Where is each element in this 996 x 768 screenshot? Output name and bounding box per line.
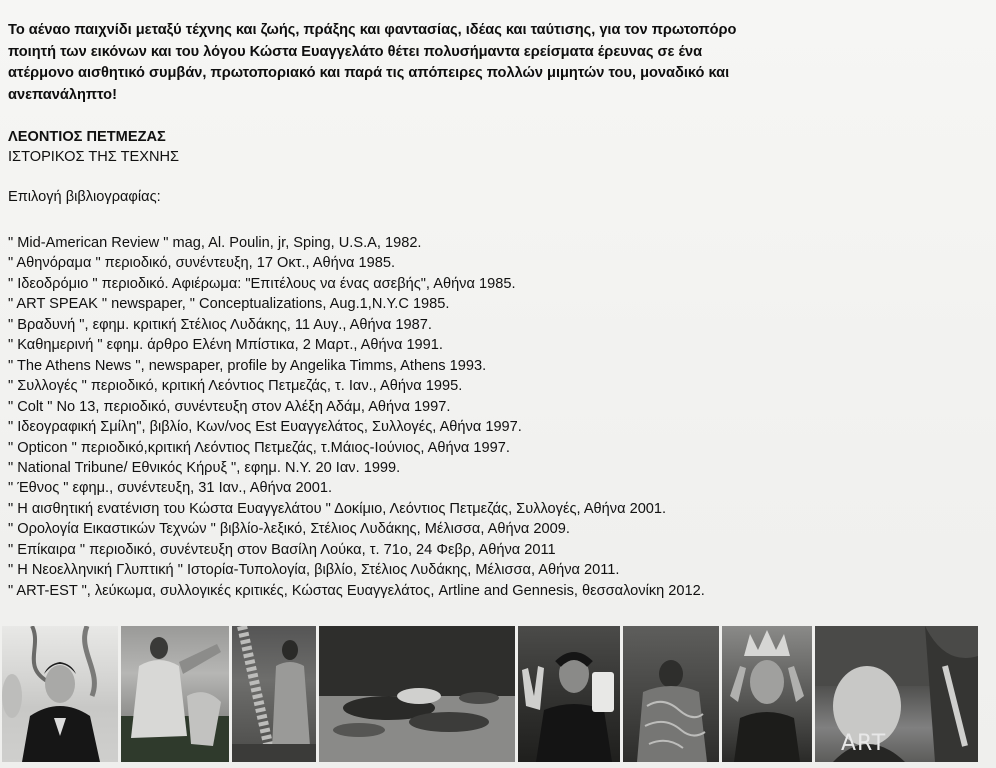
bibliography-entry: " Έθνος " εφημ., συνέντευξη, 31 Ιαν., Αθήνα 2001. [8, 480, 332, 497]
bibliography-entry: " Βραδυνή ", εφημ. κριτική Στέλιος Λυδάκης, 11 Αυγ., Αθήνα 1987. [8, 316, 432, 333]
bibliography-entry: " Η Νεοελληνική Γλυπτική " Ιστορία-Τυπολογία, βιβλίο, Στέλιος Λυδάκης, Μέλισσα, Αθήνα 2011. [8, 562, 620, 579]
bibliography-entry: " Ορολογία Εικαστικών Τεχνών " βιβλίο-λεξικό, Στέλιος Λυδάκης, Μέλισσα, Αθήνα 2009. [8, 521, 570, 538]
intro-line: ποιητή των εικόνων και του λόγου Κώστα Ευαγγελάτο θέτει πολυσήμαντα ερείσματα έρευνας σε ένα [8, 43, 703, 60]
bibliography-entry: " Αθηνόραμα " περιοδικό, συνέντευξη, 17 Οκτ., Αθήνα 1985. [8, 255, 396, 272]
photo-crowned-man [722, 626, 812, 762]
photo-patterned-cloth [623, 626, 719, 762]
bibliography-entry: " Συλλογές " περιοδικό, κριτική Λεόντιος Πετμεζάς, τ. Ιαν., Αθήνα 1995. [8, 378, 463, 395]
bibliography-entry: " Καθημερινή " εφημ. άρθρο Ελένη Μπίστικα, 2 Μαρτ., Αθήνα 1991. [8, 337, 443, 354]
author-name: ΛΕΟΝΤΙΟΣ ΠΕΤΜΕΖΑΣ [8, 129, 166, 145]
bibliography-entry: " ART-EST ", λεύκωμα, συλλογικές κριτικές, Κώστας Ευαγγελάτος, Artline and Gennesis, θεσσαλονίκη 2012. [8, 582, 705, 599]
photo-art-head [815, 626, 978, 762]
intro-line: Το αέναο παιχνίδι μεταξύ τέχνης και ζωής, πράξης και φαντασίας, ιδέας και ταύτισης, για τον πρωτοπόρο [8, 22, 737, 38]
bibliography-entry: " National Tribune/ Εθνικός Κήρυξ ", εφημ. Ν.Υ. 20 Ιαν. 1999. [8, 459, 401, 476]
art-text: ART [841, 731, 887, 756]
bibliography-entry: " Opticon " περιοδικό,κριτική Λεόντιος Πετμεζάς, τ.Μάιος-Ιούνιος, Αθήνα 1997. [8, 439, 510, 456]
photo-floor-performance [319, 626, 515, 762]
bibliography-entry: " Ιδεοδρόμιο " περιοδικό. Αφιέρωμα: "Επιτέλους να ένας ασεβής", Αθήνα 1985. [8, 275, 516, 292]
bibliography-entry: " Ιδεογραφική Σμίλη", βιβλίο, Κων/νος Est Ευαγγελάτος, Συλλογές, Αθήνα 1997. [8, 419, 522, 436]
bibliography-list [8, 233, 705, 601]
photo-artist-portrait [2, 626, 118, 762]
intro-paragraph [8, 20, 968, 106]
intro-line: ατέρμονο αισθητικό συμβάν, πρωτοποριακό και παρά τις απόπειρες πολλών μιμητών του, μοναδικό και [8, 65, 730, 81]
author-block [8, 127, 179, 167]
bibliography-entry: " Η αισθητική ενατένιση του Κώστα Ευαγγελάτου " Δοκίμιο, Λεόντιος Πετμεζάς, Συλλογές, Αθήνα 2001. [8, 500, 667, 517]
bibliography-entry: " Colt " Νο 13, περιοδικό, συνέντευξη στον Αλέξη Αδάμ, Αθήνα 1997. [8, 398, 451, 415]
bibliography-entry: " Mid-American Review " mag, Al. Poulin, jr, Sping, U.S.A, 1982. [8, 235, 422, 251]
photo-strip [2, 626, 982, 762]
bibliography-entry: " Επίκαιρα " περιοδικό, συνέντευξη στον Βασίλη Λούκα, τ. 71ο, 24 Φεβρ, Αθήνα 2011 [8, 541, 556, 558]
bibliography-entry: " The Athens News ", newspaper, profile by Angelika Timms, Athens 1993. [8, 357, 487, 374]
photo-sculpture-performance [232, 626, 316, 762]
photo-draped-figure [121, 626, 229, 762]
bibliography-heading: Επιλογή βιβλιογραφίας: [8, 189, 161, 205]
author-role: ΙΣΤΟΡΙΚΟΣ ΤΗΣ ΤΕΧΝΗΣ [8, 149, 180, 165]
photo-peace-sign [518, 626, 620, 762]
intro-line: ανεπανάληπτο! [8, 86, 117, 103]
bibliography-entry: " ART SPEAK " newspaper, " Conceptualizations, Aug.1,N.Y.C 1985. [8, 296, 450, 313]
